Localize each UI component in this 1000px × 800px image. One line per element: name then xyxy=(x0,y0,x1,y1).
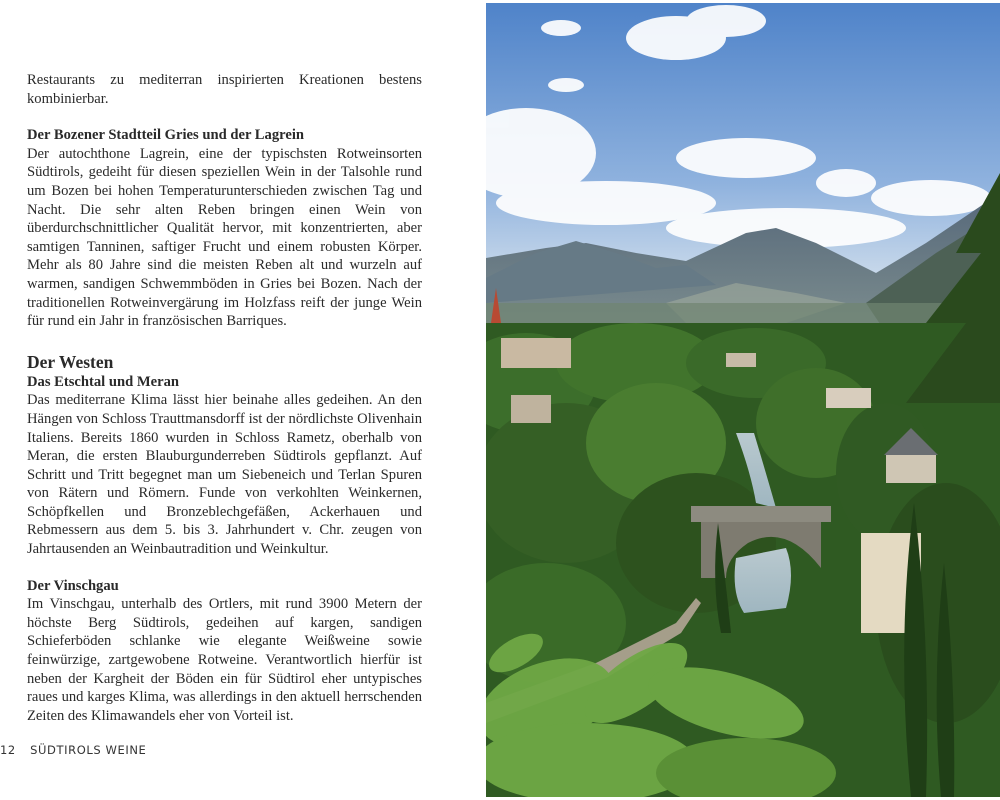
text-column xyxy=(27,71,422,725)
intro-paragraph: Restaurants zu mediterran inspirierten Kreationen bestens kombinierbar. xyxy=(27,72,422,107)
landscape-photo xyxy=(486,3,1000,797)
gries-heading: Der Bozener Stadtteil Gries und der Lagrein xyxy=(27,127,304,144)
etschtal-paragraph: Das mediterrane Klima lässt hier beinahe alles gedeihen. An den Hängen von Schloss Trauttmansdorff ist der nördlichste Olivenhain Italiens. Bereits 1860 wurden in Schloss Rametz, oberhalb von Meran, die ersten Blauburgunderreben Südtirols gepflanzt. Auf Schritt und Tritt begegnet man um Siebeneich und Terlan Spuren von Rätern und Römern. Funde von verkohlten Weinkernen, Schöpfkellen und Bronzeblechgefäßen, Ackerhauen und Rebmessern aus dem 5. bis 3. Jahrhundert v. Chr. zeugen von Jahrtausenden an Weinbautradition und Weinkultur. xyxy=(27,392,422,558)
running-title: SÜDTIROLS WEINE xyxy=(30,743,147,757)
etschtal-heading: Das Etschtal und Meran xyxy=(27,373,180,390)
page-footer xyxy=(0,743,146,757)
section-heading-westen: Der Westen xyxy=(27,351,114,372)
vinschgau-paragraph: Im Vinschgau, unterhalb des Ortlers, mit rund 3900 Metern der höchste Berg Südtirols, gedeihen auf kargen, sandigen Schieferböden schlanke wie elegante Weißweine sowie feinwürzige, zartgewobene Rotweine. Verantwortlich hierfür ist neben der Kargheit der Böden ein für Südtirol eher untypisches raues und karges Klima, was allerdings in den aktuell herrschenden Zeiten des Klimawandels eher von Vorteil ist. xyxy=(27,596,422,724)
gries-paragraph: Der autochthone Lagrein, eine der typischsten Rotweinsorten Südtirols, gedeiht für diesen speziellen Wein in der Talsohle rund um Bozen bei hohen Temperaturunterschieden zwischen Tag und Nacht. Die sehr alten Reben bringen einen Wein von überdurchschnittlicher Qualität hervor, mit konzentrierten, aber samtigen Tanninen, saftiger Frucht und einem robusten Körper. Mehr als 80 Jahre sind die meisten Reben alt und wurzeln auf warmen, sandigen Schwemmböden in Gries bei Bozen. Nach der traditionellen Rotweinvergärung im Holzfass reift der junge Wein für rund ein Jahr in französischen Barriques. xyxy=(27,145,422,330)
vinschgau-heading: Der Vinschgau xyxy=(27,577,119,594)
page-number: 12 xyxy=(0,743,16,757)
